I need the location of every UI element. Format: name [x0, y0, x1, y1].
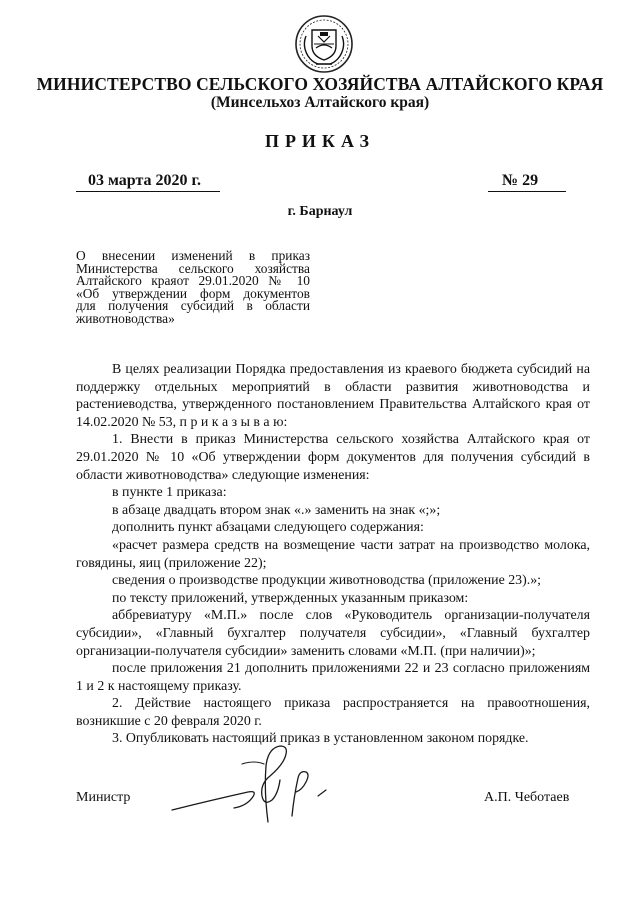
city-name: г. Барнаул — [287, 204, 353, 219]
item-3-paragraph: 3. Опубликовать настоящий приказ в установленном законом порядке. — [112, 731, 529, 747]
order-number: № 29 — [488, 171, 566, 192]
handwritten-signature-icon — [168, 726, 338, 831]
coat-of-arms-icon — [294, 14, 354, 74]
ministry-short-name: (Минсельхоз Алтайского края) — [210, 94, 430, 111]
item-1-sub-h: после приложения 21 дополнить приложениями 22 и 23 согласно приложениям 1 и 2 к настоящему приказу. — [76, 661, 590, 694]
subject-line: «Об утверждении форм документов — [76, 285, 310, 301]
item-1-sub-g: аббревиатуру «М.П.» после слов «Руководитель организации-получателя субсидии», «Главный бухгалтер получателя субсидии», «Главный бухгалтер организации-получателя субсидии» заменить словами «М.П. (при наличии)»; — [76, 608, 590, 659]
item-2-paragraph: 2. Действие настоящего приказа распространяется на правоотношения, возникшие с 20 февраля 2020 г. — [76, 696, 590, 729]
item-1-sub-a: в пункте 1 приказа: — [112, 485, 227, 501]
item-1-sub-d: «расчет размера средств на возмещение части затрат на производство молока, говядины, яиц (приложение 22); — [76, 537, 590, 571]
item-1-paragraph: 1. Внести в приказ Министерства сельского хозяйства Алтайского края от 29.01.2020 № 10 «Об утверждении форм документов для получения субсидий в области животноводства» следующие изменения: — [76, 432, 590, 483]
order-subject — [76, 250, 310, 326]
order-body — [76, 361, 590, 748]
subject-line: животноводства» — [76, 310, 175, 326]
item-1-sub-c: дополнить пункт абзацами следующего содержания: — [112, 520, 424, 536]
preamble-paragraph: В целях реализации Порядка предоставления из краевого бюджета субсидий на поддержку отдельных мероприятий в области развития животноводства и растениеводства, утвержденного постановлением Правительства Алтайского края от 14.02.2020 № 53, п р и к а з ы в а ю: — [76, 362, 590, 430]
document-type-title: ПРИКАЗ — [264, 131, 376, 151]
subject-line: Министерства сельского хозяйства — [76, 260, 310, 276]
signatory-position: Министр — [76, 790, 131, 805]
item-1-sub-f: по тексту приложений, утвержденных указанным приказом: — [112, 590, 469, 606]
item-1-sub-b: в абзаце двадцать втором знак «.» заменить на знак «;»; — [112, 502, 441, 518]
subject-line: О внесении изменений в приказ — [76, 248, 310, 263]
ministry-title: МИНИСТЕРСТВО СЕЛЬСКОГО ХОЗЯЙСТВА АЛТАЙСКОГО КРАЯ — [36, 74, 604, 94]
order-date: 03 марта 2020 г. — [76, 171, 220, 192]
subject-line: Алтайского краяот 29.01.2020 № 10 — [76, 273, 310, 289]
subject-line: для получения субсидий в области — [76, 298, 310, 314]
item-1-sub-e: сведения о производстве продукции животноводства (приложение 23).»; — [112, 573, 542, 589]
signatory-name: А.П. Чеботаев — [484, 790, 570, 805]
